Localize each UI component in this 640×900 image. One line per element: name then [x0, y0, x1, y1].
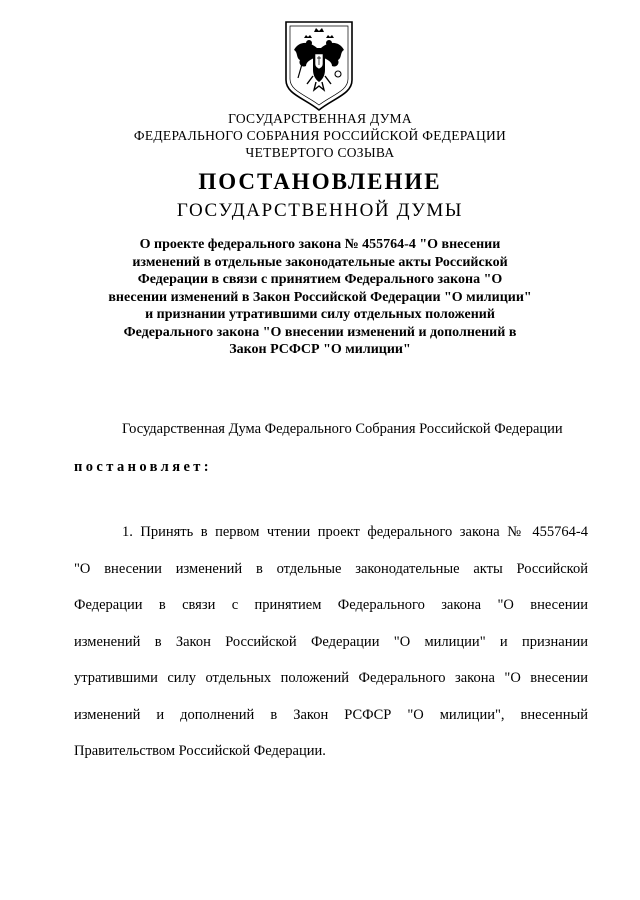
paragraph-line: утратившими силу отдельных положений Федерального закона "О внесении: [74, 670, 588, 686]
preamble-text: Государственная Дума Федерального Собрания Российской Федерации: [122, 421, 563, 437]
paragraph-line: Федерации в связи с принятием Федерального закона "О внесении: [74, 597, 588, 613]
subject-line: Закон РСФСР "О милиции": [229, 342, 411, 357]
header-line: ЧЕТВЕРТОГО СОЗЫВА: [245, 145, 395, 160]
header-line: ФЕДЕРАЛЬНОГО СОБРАНИЯ РОССИЙСКОЙ ФЕДЕРАЦИИ: [133, 128, 507, 143]
issuer-header: [0, 110, 640, 161]
header-line: ГОСУДАРСТВЕННАЯ ДУМА: [228, 111, 412, 126]
paragraph-line: Правительством Российской Федерации.: [74, 743, 326, 759]
document-subject: [90, 236, 550, 359]
paragraph-1: [74, 514, 588, 770]
paragraph-line: "О внесении изменений в отдельные законодательные акты Российской: [74, 560, 588, 577]
paragraph-line: изменений в Закон Российской Федерации "О милиции" и признании: [74, 633, 588, 650]
russian-coat-of-arms-icon: [280, 18, 358, 112]
subject-line: Федерального закона "О внесении изменений и дополнений в: [123, 324, 517, 340]
document-subtitle: ГОСУДАРСТВЕННОЙ ДУМЫ: [176, 200, 464, 221]
subject-line: Федерации в связи с принятием Федерального закона "О: [137, 272, 503, 287]
paragraph-line: 1. Принять в первом чтении проект федерального закона № 455764-4: [122, 524, 588, 540]
subject-line: и признании утратившими силу отдельных положений: [145, 307, 495, 322]
subject-line: изменений в отдельные законодательные акты Российской: [132, 254, 508, 270]
subject-line: внесении изменений в Закон Российской Федерации "О милиции": [108, 289, 532, 305]
paragraph-line: изменений и дополнений в Закон РСФСР "О милиции", внесенный: [74, 706, 588, 723]
subject-line: О проекте федерального закона № 455764-4 "О внесении: [139, 237, 501, 252]
document-title: ПОСТАНОВЛЕНИЕ: [198, 169, 442, 194]
decree-word: постановляет:: [74, 459, 213, 475]
